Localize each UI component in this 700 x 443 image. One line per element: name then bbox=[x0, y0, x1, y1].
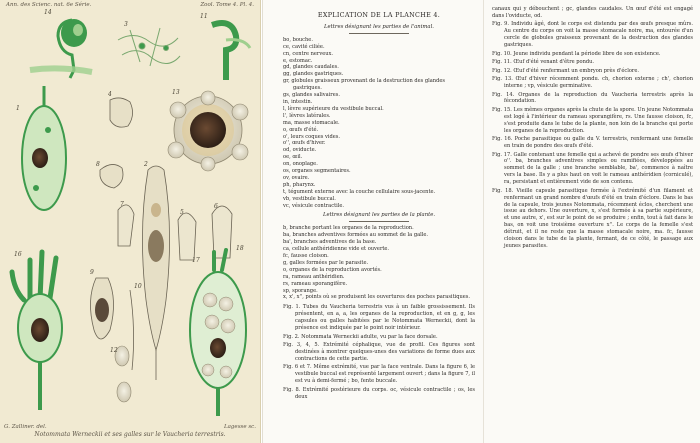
legend-item: ca, cellule anthéridienne vide et ouverte. bbox=[283, 246, 390, 253]
legend-item: ov, ovaire. bbox=[283, 174, 310, 181]
fig-description: Fig. 11. Œuf d'été venant d'être pondu. bbox=[492, 59, 595, 66]
legend-item: o'', œufs d'hiver. bbox=[283, 140, 326, 147]
fig-num-16: 16 bbox=[14, 251, 22, 258]
fig-description: Fig. 13. Œuf d'hiver récemment pondu. ch, chorion externe ; ch', chorion interne ; vp, vésicule germinative. bbox=[492, 76, 693, 90]
legend-item: ba', branches adventives de la base. bbox=[283, 239, 377, 246]
fig-num-4: 4 bbox=[108, 91, 112, 98]
fig-9-10-12-drawing bbox=[90, 278, 133, 402]
fig-1-drawing bbox=[22, 86, 66, 210]
divider bbox=[349, 33, 409, 34]
fig-num-18: 18 bbox=[236, 245, 244, 252]
divider bbox=[349, 221, 409, 222]
fig-num-17: 17 bbox=[192, 257, 200, 264]
explication-page-1 bbox=[263, 0, 483, 443]
fig-num-14: 14 bbox=[44, 9, 52, 16]
fig-num-12: 12 bbox=[110, 347, 118, 354]
fig-description: Fig. 16. Poche parasitique ou galle du V. terrestris, renfermant une femelle en train de pondre des œufs d'été. bbox=[492, 136, 693, 150]
page-title: EXPLICATION DE LA PLANCHE 4. bbox=[317, 11, 441, 19]
legend-item: cn, centre nerveux. bbox=[283, 50, 334, 57]
fig-description: Fig. 9. Individu âgé, dont le corps est distendu par des œufs presque mûrs. Au centre du corps on voit la masse stomacale noire, ma, entourée d'un cercle de globules graisseux provenant de la destruction des glandes gastriques. bbox=[492, 21, 693, 49]
fig-description: Fig. 12. Œuf d'été renfermant un embryon près d'éclore. bbox=[492, 67, 639, 74]
legend-item: in, intestin. bbox=[283, 98, 313, 105]
fig-num-6: 6 bbox=[214, 203, 218, 210]
fig-num-11: 11 bbox=[200, 13, 208, 20]
animal-legend-list bbox=[283, 37, 475, 210]
legend-item: o, organes de la reproduction avortés. bbox=[283, 266, 382, 273]
plant-legend-list bbox=[283, 225, 475, 301]
figure-descriptions-2 bbox=[492, 21, 693, 249]
plate-footer bbox=[4, 424, 256, 440]
fig-description: Fig. 1. Tubes du Vaucheria terrestris vus à un faible grossissement. Ils présentent, en a, a, les organes de la reproduction, et en g, g, les capsules ou galles habitées par le Notommata Werneckii, dont la présence est indiquée par le point noir intérieur. bbox=[283, 304, 475, 332]
legend-item: l', lèvres latérales. bbox=[283, 112, 331, 119]
legend-item: os, organes segmentaires. bbox=[283, 168, 351, 175]
legend-item: o, œufs d'été. bbox=[283, 126, 319, 133]
fig-4-drawing bbox=[100, 98, 133, 188]
plate-drawings bbox=[0, 0, 260, 443]
fig-11-drawing bbox=[212, 23, 250, 80]
legend-item: ba, branches adventives formées au sommet de la galle. bbox=[283, 232, 429, 239]
figure-descriptions-1 bbox=[283, 304, 475, 400]
legend-item: sp, sporange. bbox=[283, 287, 318, 294]
animal-legend-heading: Lettres désignant les parties de l'animal. bbox=[324, 23, 434, 30]
fig-description: Fig. 14. Organes de la reproduction du Vaucheria terrestris après la fécondation. bbox=[492, 91, 693, 105]
legend-item: t, tégument externe avec la couche cellulaire sous-jacente. bbox=[283, 188, 436, 195]
fig-14-drawing bbox=[30, 19, 92, 78]
legend-item: gs, glandes salivaires. bbox=[283, 92, 340, 99]
legend-item: x, x', x'', points où se produisent les ouvertures des poches parasitiques. bbox=[283, 294, 471, 301]
plate-illustration bbox=[0, 0, 261, 443]
legend-item: g, galles formées par le parasite. bbox=[283, 259, 369, 266]
fig-13-drawing bbox=[168, 91, 248, 171]
fig-2-drawing bbox=[142, 166, 169, 380]
fig-num-2: 2 bbox=[144, 161, 148, 168]
fig-description: Fig. 8. Extrémité postérieure du corps. oc, vésicule contractile ; os, les deux bbox=[283, 386, 475, 400]
legend-item: ra, rameau anthéridien. bbox=[283, 273, 345, 280]
fig-description: Fig. 3, 4, 5. Extrémité céphalique, vue de profil. Ces figures sont destinées à montrer quelques-unes des variations de forme dues aux contractions de cette partie. bbox=[283, 342, 475, 362]
plant-legend-heading: Lettres désignant les parties de la plante. bbox=[322, 212, 436, 219]
fig-num-8: 8 bbox=[96, 161, 100, 168]
fig-num-3: 3 bbox=[124, 21, 128, 28]
legend-item: vc, vésicule contractile. bbox=[283, 202, 345, 209]
plate-caption: Notommata Werneckii et ses galles sur le Vaucheria terrestris. bbox=[34, 431, 226, 438]
legend-item: on, onoplage. bbox=[283, 161, 318, 168]
plate-header-left: Ann. des Scienc. nat. 6e Série. bbox=[6, 2, 92, 8]
legend-item: l, lèvre supérieure du vestibule buccal. bbox=[283, 105, 384, 112]
legend-item: o', leurs coques vides. bbox=[283, 133, 341, 140]
fig-num-13: 13 bbox=[172, 89, 180, 96]
plate-footer-right: Lagesse sc. bbox=[223, 424, 256, 430]
legend-item: oe, œil. bbox=[283, 154, 303, 161]
fig-17-18-drawing bbox=[190, 250, 246, 416]
legend-item: vb, vestibule buccal. bbox=[283, 195, 336, 202]
continuation-text: canaux qui y débouchent ; gc, glandes caudales. Un œuf d'été est engagé dans l'oviducte, od. bbox=[492, 6, 693, 19]
legend-item: bo, bouche. bbox=[283, 36, 313, 43]
fig-description: Fig. 10. Jeune individu pendant la période libre de son existence. bbox=[492, 50, 661, 57]
fig-num-9: 9 bbox=[90, 269, 94, 276]
legend-item: e, estomac. bbox=[283, 57, 313, 64]
fig-description: Fig. 2. Notommata Werneckii adulte, vu par la face dorsale. bbox=[283, 333, 438, 340]
legend-item: od, oviducte. bbox=[283, 147, 317, 154]
legend-item: ma, masse stomacale. bbox=[283, 119, 340, 126]
legend-item: gg, glandes gastriques. bbox=[283, 71, 344, 78]
plate-header-right: Zool. Tome 4. Pl. 4. bbox=[200, 2, 254, 8]
fig-3-drawing bbox=[118, 28, 180, 66]
fig-num-10: 10 bbox=[134, 283, 142, 290]
fig-num-1: 1 bbox=[16, 105, 20, 112]
fig-description: Fig. 17. Galle contenant une femelle qui a achevé de pondre ses œufs d'hiver o''. ba, branches adventives simples ou ramifiées, développées au sommet de la galle ; une branche semblable, ba', commence à naître vers la base. Ils y a plus haut on voit le rameau anthéridien (corniculé), ra, persistant et entièrement vide de son contenu. bbox=[492, 151, 693, 186]
fig-num-7: 7 bbox=[120, 201, 124, 208]
legend-item: ph, pharynx. bbox=[283, 181, 316, 188]
legend-item: rs, rameau sporangifère. bbox=[283, 280, 348, 287]
legend-item: ce, cavité ciliée. bbox=[283, 43, 325, 50]
explication-page-2 bbox=[483, 0, 700, 443]
fig-num-5: 5 bbox=[180, 209, 184, 216]
fig-description: Fig. 6 et 7. Même extrémité, vue par la face ventrale. Dans la figure 6, le vestibule buccal est représenté largement ouvert ; dans la figure 7, il est vu à demi-fermé ; bo, fente buccale. bbox=[283, 364, 475, 385]
legend-item: fc, fausse cloison. bbox=[283, 253, 329, 259]
fig-16-drawing bbox=[12, 252, 62, 410]
fig-description: Fig. 15. Les mêmes organes après la chute de la spore. Un jeune Notommata est logé à l'intérieur du rameau sporangifère, rs. Une fausse cloison, fc, s'est produite dans le tube de la plante, non loin de la branche qui porte les organes de la reproduction. bbox=[492, 106, 693, 134]
legend-item: gd, glandes caudales. bbox=[283, 64, 339, 71]
fig-description: Fig. 18. Vieille capsule parasitique formée à l'extrémité d'un filament et renfermant un grand nombre d'œufs d'été en train d'éclore. Dans le bas de la capsule, trois jeunes Notommata, récemment éclos, cherchent une issue au dehors. Une ouverture, x, s'est formée à sa partie supérieure, et une autre, x', est sur le point de se produire ; enfin, tout à fait dans le bas, on voit une troisième ouverture x''. Le corps de la femelle s'est détruit, et il ne reste que la masse stomacale noire, ma. fc, fausse cloison dans le tube de la plante, fermant, de ce côté, le passage aux jeunes parasites. bbox=[492, 187, 693, 249]
legend-item: gr, globules graisseux provenant de la destruction des glandes gastriques. bbox=[283, 78, 445, 92]
plate-footer-left: G. Zalliner. del. bbox=[4, 424, 47, 430]
legend-item: b, branche portant les organes de la reproduction. bbox=[283, 225, 414, 232]
